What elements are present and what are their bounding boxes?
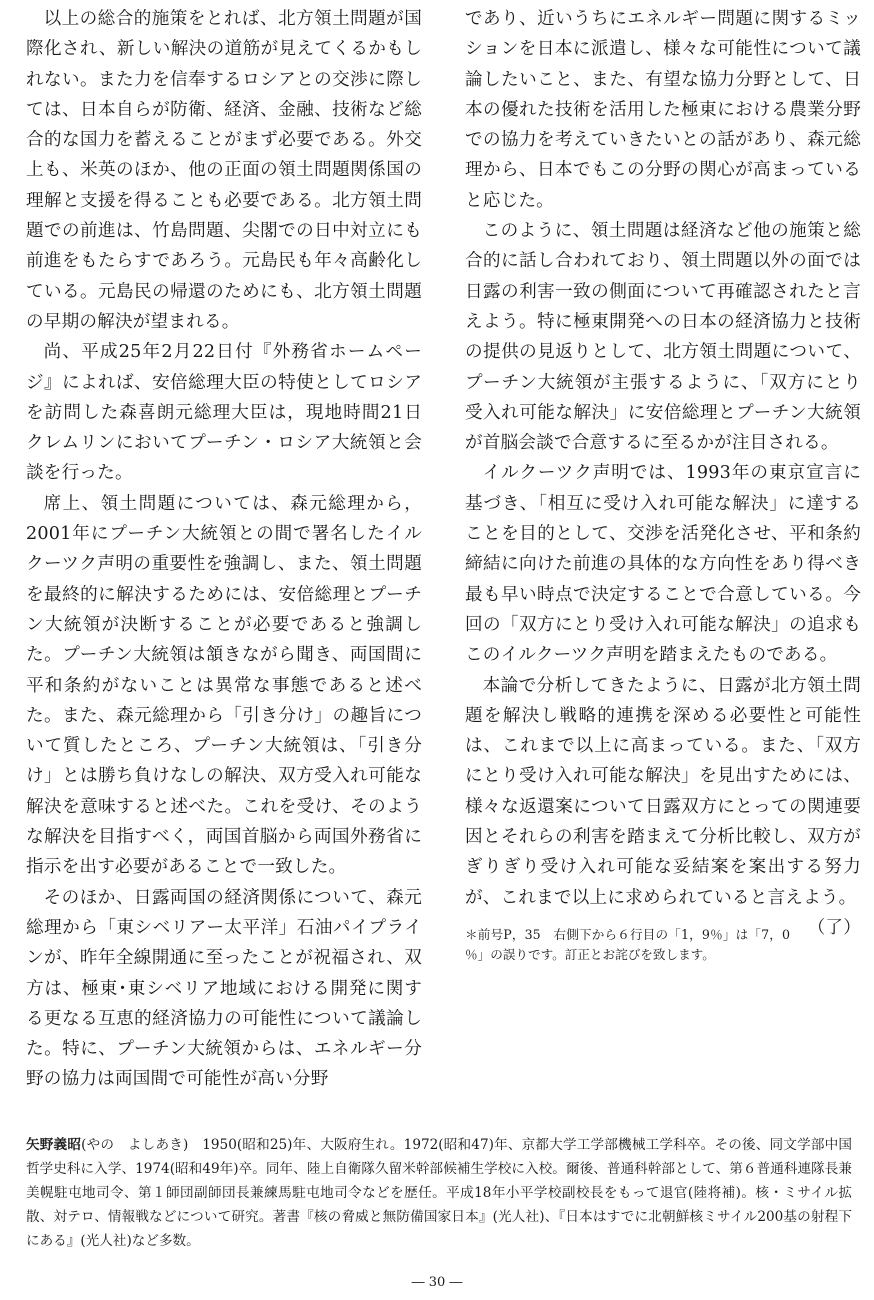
body-paragraph: 以上の総合的施策をとれば、北方領土問題が国際化され、新しい解決の道筋が見えてくるかもしれない。また力を信奉するロシアとの交渉に際しては、日本自らが防衛、経済、金融、技術など総合的な国力を蓄えることがまず必要である。外交上も、米英のほか、他の正面の領土問題関係国の理解と支援を得ることも必要である。北方領土問題での前進は、竹島問題、尖閣での日中対立にも前進をもたらすであろう。元島民も年々高齢化している。元島民の帰還のためにも、北方領土問題の早期の解決が望まれる。	[26, 9, 422, 332]
page-number: ― 30 ―	[411, 1275, 463, 1290]
author-bio-text: (やの よしあき) 1950(昭和25)年、大阪府生れ。1972(昭和47)年、京都大学工学部機械工学科卒。その後、同文学部中国哲学史科に入学、1974(昭和49年)卒。同年、陸上自衛隊久留米幹部候補生学校に入校。爾後、普通科幹部として、第６普通科連隊長兼美幌駐屯地司令、第１師団副師団長兼練馬駐屯地司令などを歴任。平成18年小平学校副校長をもって退官(陸将補)。核・ミサイル拡散、対テロ、情報戦などについて研究。著書『核の脅威と無防備国家日本』(光人社)、『日本はすでに北朝鮮核ミサイル200基の射程下にある』(光人社)など多数。	[26, 1137, 853, 1249]
body-paragraph: このように、領土問題は経済など他の施策と総合的に話し合われており、領土問題以外の面では日露の利害一致の側面について再確認されたと言えよう。特に極東開発への日本の経済協力と技術の提供の見返りとして、北方領土問題について、プーチン大統領が主張するように、「双方にとり受入れ可能な解決」に安倍総理とプーチン大統領が首脳会談で合意するに至るかが注目される。	[465, 221, 861, 454]
author-name: 矢野義昭	[26, 1137, 82, 1153]
body-paragraph	[465, 671, 861, 938]
body-paragraph: 席上、領土問題については、森元総理から，2001年にプーチン大統領との間で署名したイルクーツク声明の重要性を強調し、また、領土問題を最終的に解決するためには、安倍総理とプーチン大統領が決断することが必要であると強調した。プーチン大統領は頷きながら聞き、両国間に平和条約がないことは異常な事態であると述べた。また、森元総理から「引き分け」の趣旨について質したところ、プーチン大統領は、「引き分け」とは勝ち負けなしの解決、双方受入れ可能な解決を意味すると述べた。これを受け、そのような解決を目指すべく，両国首脳から両国外務省に指示を出す必要があることで一致した。	[26, 493, 422, 878]
author-bio	[26, 1133, 852, 1253]
left-column	[26, 4, 422, 1095]
correction-note: ＊前号P，35 右側下から６行目の「1，9％」は「7，0 ％」の誤りです。訂正とお詫びを致します。	[465, 926, 803, 962]
end-mark: （了）	[807, 917, 861, 938]
body-paragraph: 尚、平成25年2月22日付『外務省ホームページ』によれば、安倍総理大臣の特使としてロシアを訪問した森喜朗元総理大臣は，現地時間21日クレムリンにおいてプーチン・ロシア大統領と会談を行った。	[26, 342, 422, 484]
body-paragraph: イルクーツク声明では、1993年の東京宣言に基づき、「相互に受け入れ可能な解決」に達することを目的として、交渉を活発化させ、平和条約締結に向けた前進の具体的な方向性をあり得べき最も早い時点で決定することで合意している。今回の「双方にとり受け入れ可能な解決」の追求もこのイルクーツク声明を踏まえたものである。	[465, 463, 861, 666]
closing-paragraph-text: 本論で分析してきたように、日露が北方領土問題を解決し戦略的連携を深める必要性と可能性は、これまで以上に高まっている。また、「双方にとり受け入れ可能な解決」を見出すためには、様々な返還案について日露双方にとっての関連要因とそれらの利害を踏まえて分析比較し、双方がぎりぎり受け入れ可能な妥結案を案出する努力が、これまで以上に求められていると言えよう。	[465, 675, 861, 908]
right-column	[465, 4, 861, 965]
body-paragraph: であり、近いうちにエネルギー問題に関するミッションを日本に派遣し、様々な可能性について議論したいこと、また、有望な協力分野として、日本の優れた技術を活用した極東における農業分野での協力を考えていきたいとの話があり、森元総理から、日本でもこの分野の関心が高まっていると応じた。	[465, 9, 861, 211]
body-paragraph: そのほか、日露両国の経済関係について、森元総理から「東シベリアー太平洋」石油パイプラインが、昨年全線開通に至ったことが祝福され、双方は、極東･東シベリア地域における開発に関する更なる互恵的経済協力の可能性について議論した。特に、プーチン大統領からは、エネルギー分野の協力は両国間で可能性が高い分野	[26, 887, 422, 1090]
